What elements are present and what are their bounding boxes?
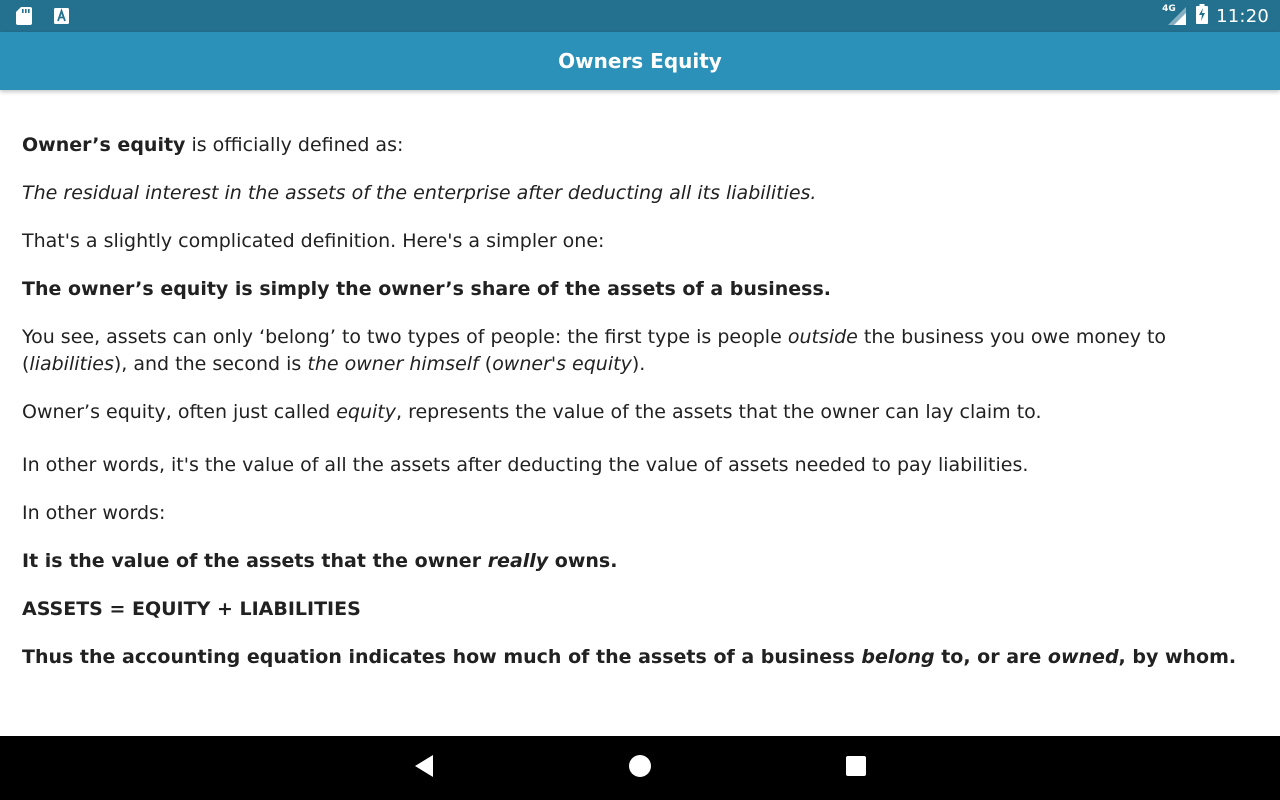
signal-icon xyxy=(1164,5,1188,27)
paragraph-other-words-1: In other words, it's the value of all the assets after deducting the value of assets needed to pay liabilities. xyxy=(22,454,1029,476)
paragraph-simple-definition: The owner’s equity is simply the owner’s share of the assets of a business. xyxy=(22,278,832,300)
emphasis-liabilities: liabilities xyxy=(29,353,114,375)
paragraph-other-words-2: In other words: xyxy=(22,502,166,524)
paragraph-simpler-intro: That's a slightly complicated definition. Here's a simpler one: xyxy=(22,230,605,252)
navigation-bar xyxy=(0,736,1280,800)
text-segment: , represents the value of the assets that the owner can lay claim to. xyxy=(395,401,1042,423)
text-segment: Owner’s equity, often just called xyxy=(22,401,337,423)
emphasis-belong: belong xyxy=(861,646,935,668)
term-owners-equity: Owner’s equity xyxy=(22,134,186,156)
home-icon xyxy=(629,755,651,782)
text-segment: the business you owe money to ( xyxy=(22,326,1167,375)
back-icon xyxy=(413,754,435,783)
text-segment: ( xyxy=(478,353,493,375)
text-segment: to, or are xyxy=(934,646,1048,668)
recents-button[interactable] xyxy=(826,736,886,800)
text-segment: is officially defined as: xyxy=(185,134,404,156)
emphasis-owned: owned xyxy=(1047,646,1119,668)
page-title: Owners Equity xyxy=(558,49,722,73)
text-segment: Thus the accounting equation indicates how much of the assets of a business xyxy=(22,646,862,668)
sd-card-icon xyxy=(16,7,32,30)
emphasis-equity: equity xyxy=(336,401,396,423)
battery-charging-icon xyxy=(1196,4,1208,29)
text-segment: ), and the second is xyxy=(113,353,308,375)
back-button[interactable] xyxy=(394,736,454,800)
app-bar xyxy=(0,32,1280,90)
text-segment: You see, assets can only ‘belong’ to two types of people: the first type is people xyxy=(22,326,788,348)
recents-icon xyxy=(846,756,866,781)
paragraph-definition-intro xyxy=(22,132,1267,159)
emphasis-owners-equity: owner's equity xyxy=(492,353,632,375)
text-segment: owns. xyxy=(548,550,618,572)
paragraph-conclusion xyxy=(22,644,1267,671)
system-icons xyxy=(1164,0,1269,32)
notification-icons xyxy=(16,7,69,30)
paragraph-really-owns xyxy=(22,548,1267,575)
emphasis-outside: outside xyxy=(787,326,858,348)
paragraph-formal-definition: The residual interest in the assets of the enterprise after deducting all its liabilities. xyxy=(22,182,817,204)
emphasis-owner-himself: the owner himself xyxy=(307,353,479,375)
clock: 11:20 xyxy=(1216,5,1269,27)
text-segment: ). xyxy=(631,353,646,375)
status-bar xyxy=(0,0,1280,32)
network-type-label: 4G xyxy=(1162,4,1176,14)
text-segment: , by whom. xyxy=(1118,646,1237,668)
home-button[interactable] xyxy=(610,736,670,800)
text-a-icon xyxy=(54,8,69,29)
paragraph-equity-value xyxy=(22,399,1267,426)
accounting-equation: ASSETS = EQUITY + LIABILITIES xyxy=(22,598,361,620)
paragraph-two-types xyxy=(22,324,1267,378)
text-segment: It is the value of the assets that the owner xyxy=(22,550,488,572)
emphasis-really: really xyxy=(487,550,549,572)
